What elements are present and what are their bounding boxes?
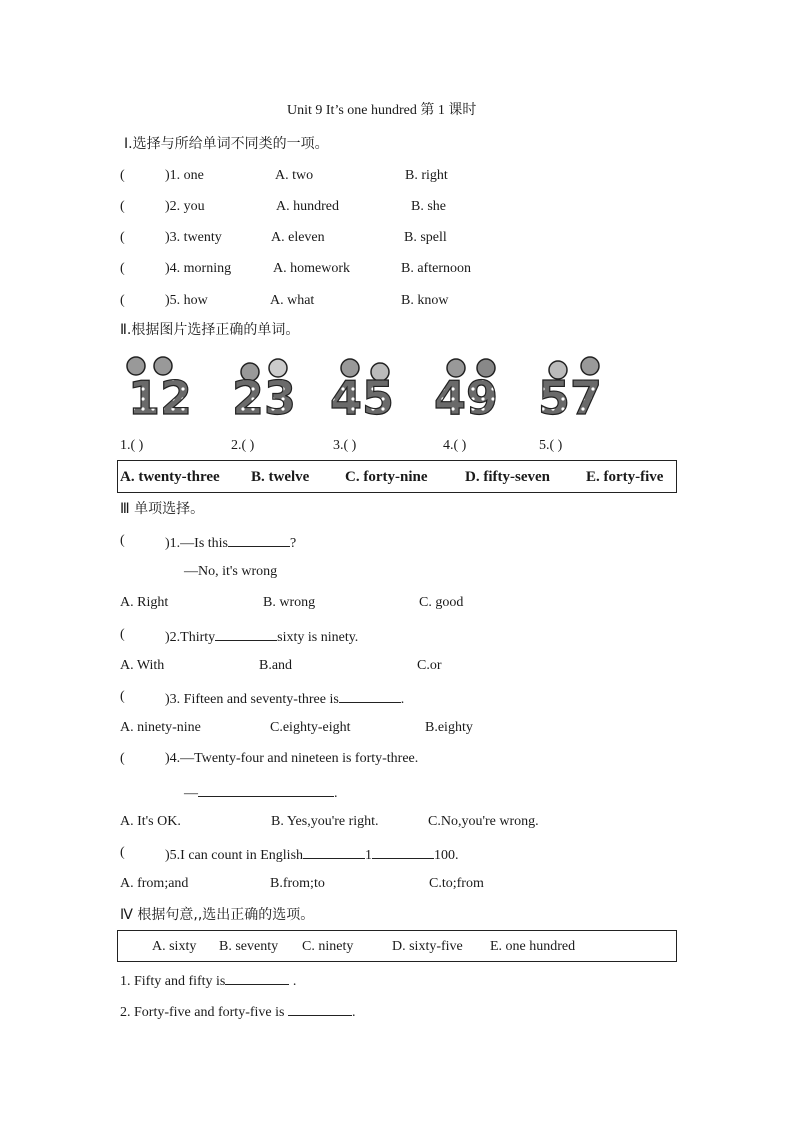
question-stem: )3. Fifteen and seventy-three is . <box>165 688 404 709</box>
digit-pair: 23 <box>232 371 297 420</box>
option-c: C.to;from <box>429 876 484 891</box>
number-picture-4 <box>434 359 498 420</box>
option-a: A. Right <box>120 595 169 610</box>
word-option: B. seventy <box>219 939 279 954</box>
answer-paren: ( <box>120 689 125 704</box>
option-b: B. wrong <box>263 595 316 610</box>
number-picture-3 <box>330 359 394 420</box>
section3-heading: Ⅲ 单项选择。 <box>120 501 205 517</box>
fill-question: 2. Forty-five and forty-five is . <box>120 1001 355 1022</box>
option-b: B. spell <box>404 230 447 245</box>
digit-pair: 57 <box>538 371 603 420</box>
fill-blank[interactable] <box>225 970 289 985</box>
word-option: A. sixty <box>152 939 197 954</box>
fill-blank[interactable] <box>288 1001 352 1016</box>
question-word: )5. how <box>165 293 208 308</box>
answer-paren: ( <box>120 199 125 214</box>
word-option: C. forty-nine <box>345 469 428 485</box>
answer-blank: 4.( ) <box>443 438 467 453</box>
option-b: B.and <box>259 658 293 673</box>
question-word: )1. one <box>165 168 204 183</box>
fill-blank[interactable] <box>372 844 434 859</box>
answer-paren: ( <box>120 533 125 548</box>
question-stem: )4.—Twenty-four and nineteen is forty-three. <box>165 751 419 766</box>
option-a: A. ninety-nine <box>120 720 201 735</box>
word-option: D. fifty-seven <box>465 469 550 485</box>
question-stem: )1.—Is this ? <box>165 532 296 553</box>
number-picture-1 <box>127 357 192 420</box>
option-c: C.No,you're wrong. <box>428 814 539 829</box>
fill-blank[interactable] <box>339 688 401 703</box>
number-picture-5 <box>538 357 602 420</box>
fill-blank[interactable] <box>198 782 334 797</box>
option-a: A. two <box>275 168 314 183</box>
answer-blank: 5.( ) <box>539 438 563 453</box>
answer-paren: ( <box>120 627 125 642</box>
option-a: A. It's OK. <box>120 814 181 829</box>
answer-blank: 3.( ) <box>333 438 357 453</box>
section1-heading: Ⅰ.选择与所给单词不同类的一项。 <box>124 136 329 152</box>
answer-blank: 2.( ) <box>231 438 255 453</box>
fill-blank[interactable] <box>228 532 290 547</box>
answer-paren: ( <box>120 845 125 860</box>
question-stem: )2.Thirty sixty is ninety. <box>165 626 358 647</box>
option-b: B. Yes,you're right. <box>271 814 379 829</box>
option-b: B. she <box>411 199 446 214</box>
digit-pair: 12 <box>128 371 193 420</box>
response-line: — . <box>184 782 338 803</box>
answer-paren: ( <box>120 261 125 276</box>
option-a: A. With <box>120 658 165 673</box>
option-a: A. hundred <box>276 199 339 214</box>
option-c: C. good <box>419 595 464 610</box>
option-b: B. right <box>405 168 448 183</box>
option-a: A. from;and <box>120 876 189 891</box>
option-c: B.eighty <box>425 720 473 735</box>
number-picture-2 <box>232 359 296 420</box>
answer-paren: ( <box>120 751 125 766</box>
page-title: Unit 9 It’s one hundred 第 1 课时 <box>287 103 477 118</box>
question-word: )4. morning <box>165 261 232 276</box>
option-a: A. eleven <box>271 230 325 245</box>
word-option: B. twelve <box>251 469 310 485</box>
option-b: B.from;to <box>270 876 325 891</box>
answer-paren: ( <box>120 230 125 245</box>
answer-blank: 1.( ) <box>120 438 144 453</box>
word-option: C. ninety <box>302 939 354 954</box>
option-b: B. know <box>401 293 449 308</box>
answer-paren: ( <box>120 168 125 183</box>
word-option: D. sixty-five <box>392 939 463 954</box>
digit-pair: 49 <box>434 371 499 420</box>
question-response: —No, it's wrong <box>184 564 278 579</box>
section4-heading: Ⅳ 根据句意,,选出正确的选项。 <box>120 907 315 923</box>
fill-blank[interactable] <box>303 844 365 859</box>
fill-question: 1. Fifty and fifty is . <box>120 970 296 991</box>
question-word: )2. you <box>165 199 205 214</box>
option-c: C.or <box>417 658 442 673</box>
word-option: E. forty-five <box>586 469 664 485</box>
answer-paren: ( <box>120 293 125 308</box>
fill-blank[interactable] <box>215 626 277 641</box>
question-stem: )5.I can count in English 1 100. <box>165 844 459 865</box>
option-b: B. afternoon <box>401 261 471 276</box>
option-a: A. homework <box>273 261 350 276</box>
option-a: A. what <box>270 293 315 308</box>
option-b: C.eighty-eight <box>270 720 351 735</box>
number-pictures <box>118 354 618 420</box>
word-option: A. twenty-three <box>120 469 220 485</box>
question-word: )3. twenty <box>165 230 222 245</box>
word-option: E. one hundred <box>490 939 576 954</box>
section2-heading: Ⅱ.根据图片选择正确的单词。 <box>120 322 300 338</box>
digit-pair: 45 <box>330 371 395 420</box>
